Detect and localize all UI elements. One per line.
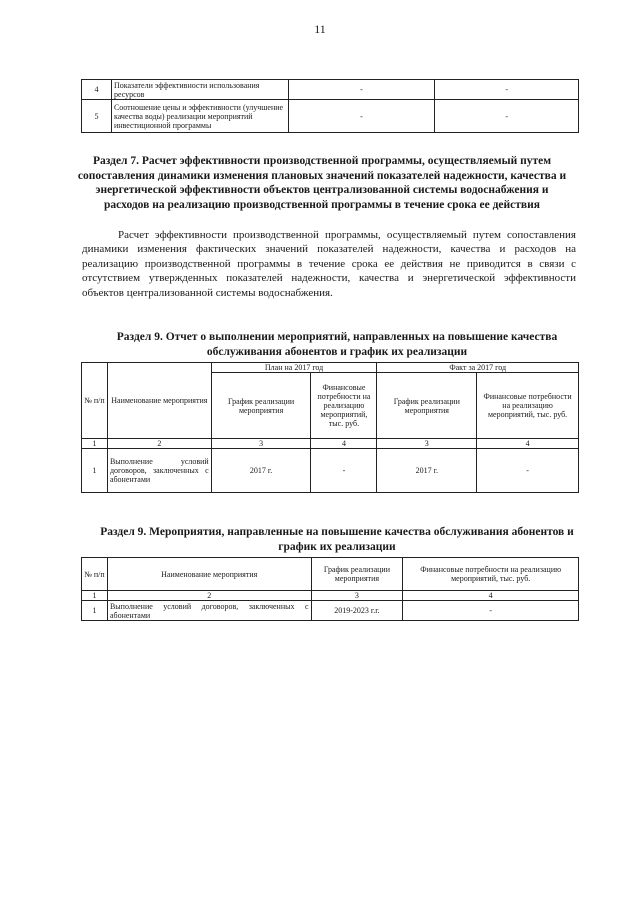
index-cell: 1 — [82, 591, 108, 601]
plan-year-header: План на 2017 год — [211, 363, 377, 373]
col-name-header: Наименование мероприятия — [107, 558, 311, 591]
col-finance-fact-header: Финансовые потребности на реализацию мероприятий, тыс. руб. — [477, 373, 579, 439]
section7-paragraph: Расчет эффективности производственной программы, осуществляемый путем сопоставления динамики изменения фактических значений показателей надежности, качества и расходов на реализацию производственной программы в течение срока ее действия не приводится в связи с отсутствием утвержденных показателей надежности, качества и энергетической эффективности объектов централизованной системы водоснабжения. — [82, 229, 576, 299]
index-cell: 4 — [403, 591, 579, 601]
index-cell: 2 — [107, 591, 311, 601]
table-row — [82, 449, 579, 493]
fact-value: - — [435, 100, 579, 133]
index-cell: 3 — [377, 439, 477, 449]
fact-value: - — [435, 80, 579, 100]
section9-plan-title: Раздел 9. Мероприятия, направленные на повышение качества обслуживания абонентов и график их реализации — [100, 526, 574, 553]
col-finance-plan-header: Финансовые потребности на реализацию мероприятий, тыс. руб. — [311, 373, 377, 439]
finance-plan: - — [311, 449, 377, 493]
table-row — [82, 601, 579, 621]
row-number: 5 — [82, 100, 112, 133]
col-number-header: № п/п — [82, 558, 108, 591]
col-schedule-fact-header: График реализации мероприятия — [377, 373, 477, 439]
row-number: 1 — [82, 449, 108, 493]
table-row — [82, 363, 579, 373]
activity-name: Выполнение условий договоров, заключенных с абонентами — [107, 601, 311, 621]
index-cell: 3 — [311, 591, 403, 601]
col-schedule-header: График реализации мероприятия — [211, 373, 311, 439]
table-row — [82, 558, 579, 591]
col-number-header: № п/п — [82, 363, 108, 439]
plan-value: - — [288, 80, 435, 100]
activity-name: Выполнение условий договоров, заключенных с абонентами — [107, 449, 211, 493]
finance-fact: - — [477, 449, 579, 493]
indicator-name: Показатели эффективности использования ресурсов — [111, 80, 288, 100]
schedule-value: 2019-2023 г.г. — [311, 601, 403, 621]
row-number: 1 — [82, 601, 108, 621]
index-cell: 1 — [82, 439, 108, 449]
indicator-name: Соотношение цены и эффективности (улучшение качества воды) реализации мероприятий инвестиционной программы — [111, 100, 288, 133]
col-schedule-header: График реализации мероприятия — [311, 558, 403, 591]
table-row — [82, 80, 579, 100]
activities-plan-table — [81, 557, 579, 621]
plan-value: - — [288, 100, 435, 133]
schedule-fact: 2017 г. — [377, 449, 477, 493]
table-row — [82, 591, 579, 601]
col-name-header: Наименование мероприятия — [107, 363, 211, 439]
index-cell: 3 — [211, 439, 311, 449]
col-finance-header: Финансовые потребности на реализацию мероприятий, тыс. руб. — [403, 558, 579, 591]
fact-year-header: Факт за 2017 год — [377, 363, 579, 373]
section7-title: Раздел 7. Расчет эффективности производственной программы, осуществляемый путем сопоставления динамики изменения плановых значений показателей надежности, качества и энергетической эффективности объектов централизованной системы водоснабжения и расходов на реализацию производственной программы в течение срока ее действия — [77, 155, 567, 211]
finance-value: - — [403, 601, 579, 621]
section9-report-title: Раздел 9. Отчет о выполнении мероприятий, направленных на повышение качества обслуживания абонентов и график их реализации — [116, 331, 558, 358]
index-cell: 2 — [107, 439, 211, 449]
index-cell: 4 — [311, 439, 377, 449]
schedule-plan: 2017 г. — [211, 449, 311, 493]
indicators-table — [81, 79, 579, 133]
index-cell: 4 — [477, 439, 579, 449]
row-number: 4 — [82, 80, 112, 100]
section7-body — [82, 228, 576, 300]
table-row — [82, 439, 579, 449]
table-row — [82, 100, 579, 133]
activities-report-table — [81, 362, 579, 493]
page-number: 11 — [314, 22, 326, 36]
